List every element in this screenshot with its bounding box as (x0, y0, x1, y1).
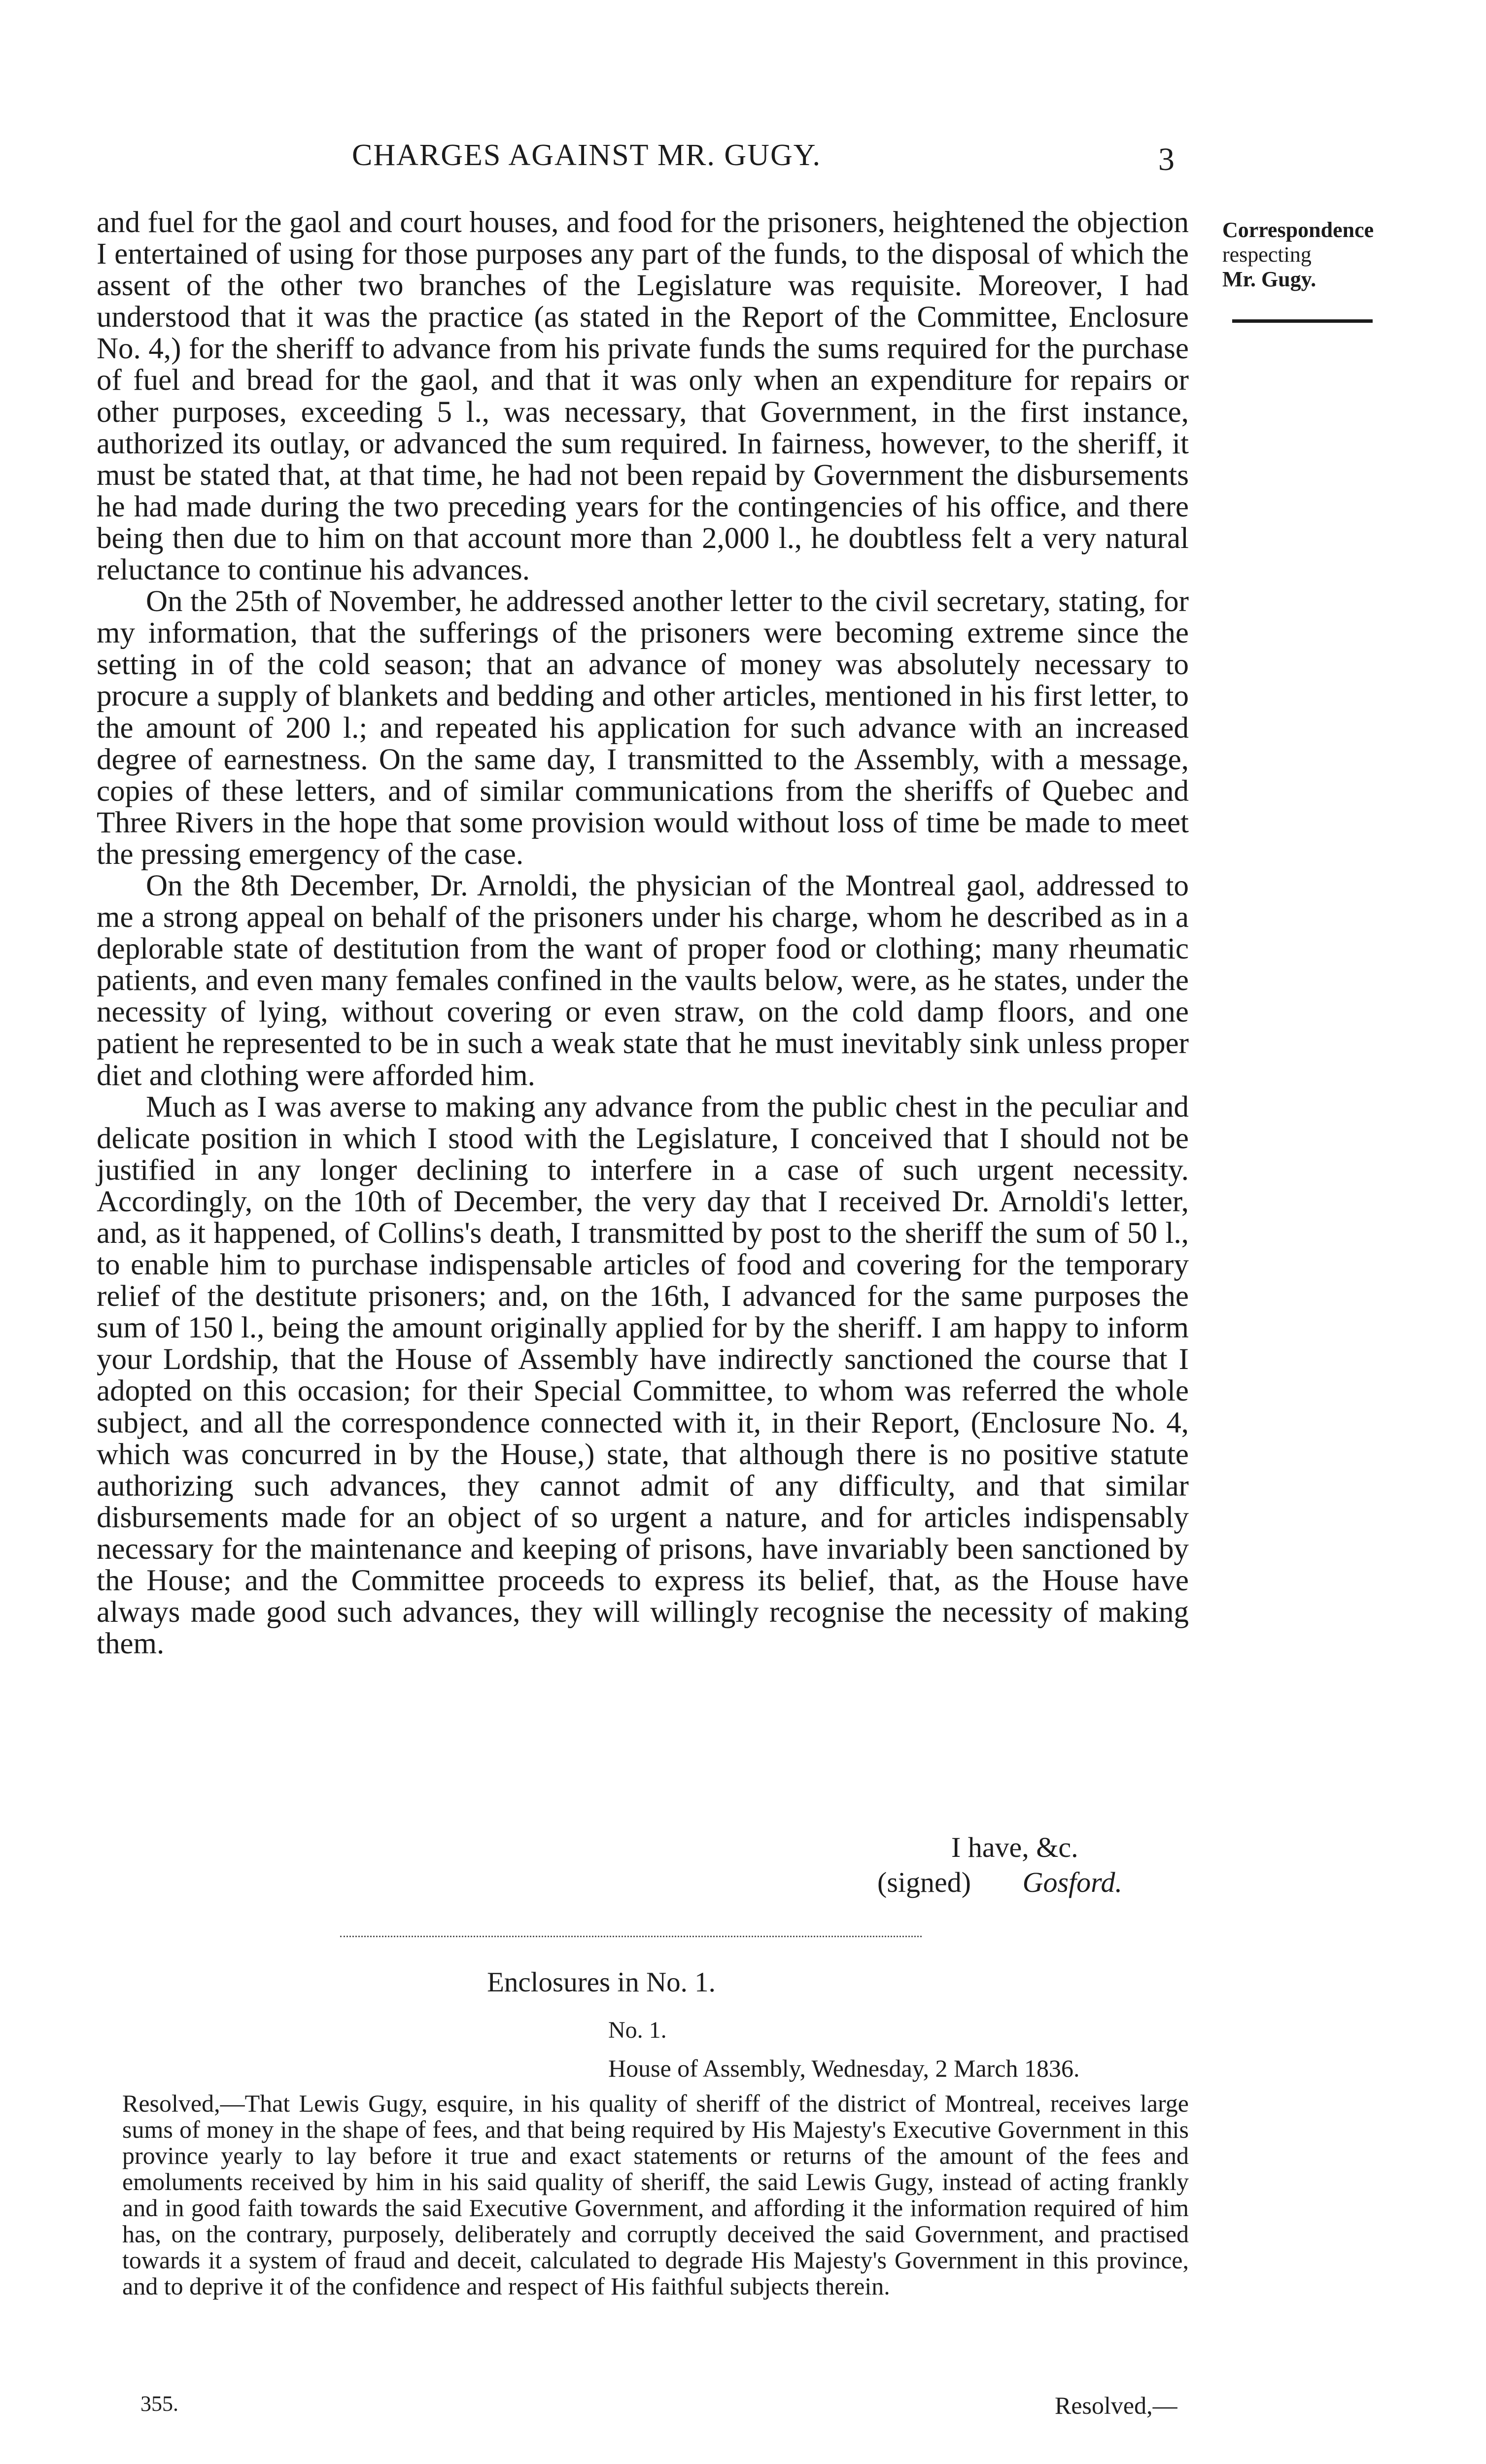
closing-line: I have, &c. (951, 1831, 1078, 1863)
signature-line (877, 1866, 1122, 1899)
margin-note-line: Correspondence (1222, 218, 1374, 242)
body-paragraph: On the 25th of November, he addressed another letter to the civil secretary, stating, for my information, that the sufferings of the prisoners were becoming extreme since the setting in of the cold season; that an advance of money was absolutely necessary to procure a supply of blankets and bedding and other articles, mentioned in his first letter, to the amount of 200 l.; and repeated his application for such advance with an increased degree of earnestness. On the same day, I transmitted to the Assembly, with a message, copies of these letters, and of similar communications from the sheriffs of Quebec and Three Rivers in the hope that some provision would without loss of time be made to meet the pressing emergency of the case. (97, 585, 1189, 871)
enclosure-date-line: House of Assembly, Wednesday, 2 March 1836. (608, 2054, 1080, 2082)
catchword: Resolved,— (1055, 2392, 1177, 2419)
section-separator (340, 1936, 922, 1937)
body-paragraph: and fuel for the gaol and court houses, and food for the prisoners, heightened the objection I entertained of using for those purposes any part of the funds, to the disposal of which the assent of the other two branches of the Legislature was requisite. Moreover, I had understood that it was the practice (as stated in the Report of the Committee, Enclosure No. 4,) for the sheriff to advance from his private funds the sums required for the purchase of fuel and bread for the gaol, and that it was only when an expenditure for repairs or other purposes, exceeding 5 l., was necessary, that Government, in the first instance, authorized its outlay, or advanced the sum required. In fairness, however, to the sheriff, it must be stated that, at that time, he had not been repaid by Government the disbursements he had made during the two preceding years for the contingencies of his office, and there being then due to him on that account more than 2,000 l., he doubtless felt a very natural reluctance to continue his advances. (97, 206, 1189, 587)
resolution-text (122, 2090, 1189, 2299)
resolution-paragraph: Resolved,—That Lewis Gugy, esquire, in his quality of sheriff of the district of Montreal, receives large sums of money in the shape of fees, and that being required by His Majesty's Executive Government in this province yearly to lay before it true and exact statements or returns of the amount of the fees and emoluments received by him in his said quality of sheriff, the said Lewis Gugy, instead of acting frankly and in good faith towards the said Executive Government, and affording it the information required of him has, on the contrary, purposely, deliberately and corruptly deceived the said Government, and practised towards it a system of fraud and deceit, calculated to degrade His Majesty's Government in this province, and to deprive it of the confidence and respect of His faithful subjects therein. (122, 2089, 1189, 2300)
body-paragraph: On the 8th December, Dr. Arnoldi, the physician of the Montreal gaol, addressed to me a strong appeal on behalf of the prisoners under his charge, whom he described as in a deplorable state of destitution from the want of proper food or clothing; many rheumatic patients, and even many females confined in the vaults below, were, as he states, under the necessity of lying, without covering or even straw, on the cold damp floors, and one patient he represented to be in such a weak state that he must inevitably sink unless proper diet and clothing were afforded him. (97, 869, 1189, 1092)
enclosures-heading: Enclosures in No. 1. (487, 1967, 716, 1998)
letter-body (97, 207, 1189, 1660)
signed-label: (signed) (877, 1866, 971, 1898)
margin-note (1222, 218, 1385, 292)
running-title: CHARGES AGAINST MR. GUGY. (351, 138, 822, 172)
margin-rule (1232, 319, 1373, 323)
printer-signature-mark: 355. (140, 2392, 178, 2416)
enclosure-number: No. 1. (608, 2017, 667, 2043)
margin-note-line: Mr. Gugy. (1222, 267, 1316, 291)
page-number: 3 (1158, 141, 1175, 177)
margin-note-line: respecting (1222, 242, 1312, 267)
body-paragraph: Much as I was averse to making any advance from the public chest in the peculiar and delicate position in which I stood with the Legislature, I conceived that I should not be justified in any longer declining to interfere in a case of such urgent necessity. Accordingly, on the 10th of December, the very day that I received Dr. Arnoldi's letter, and, as it happened, of Collins's death, I transmitted by post to the sheriff the sum of 50 l., to enable him to purchase indispensable articles of food and covering for the temporary relief of the destitute prisoners; and, on the 16th, I advanced for the same purposes the sum of 150 l., being the amount originally applied for by the sheriff. I am happy to inform your Lordship, that the House of Assembly have indirectly sanctioned the course that I adopted on this occasion; for their Special Committee, to whom was referred the whole subject, and all the correspondence connected with it, in their Report, (Enclosure No. 4, which was concurred in by the House,) state, that although there is no positive statute authorizing such advances, they cannot admit of any difficulty, and that similar disbursements made for an object of so urgent a nature, and for articles indispensably necessary for the maintenance and keeping of prisons, have invariably been sanctioned by the House; and the Committee proceeds to express its belief, that, as the House have always made good such advances, they will willingly recognise the necessity of making them. (97, 1090, 1189, 1661)
signatory: Gosford. (1022, 1866, 1123, 1898)
